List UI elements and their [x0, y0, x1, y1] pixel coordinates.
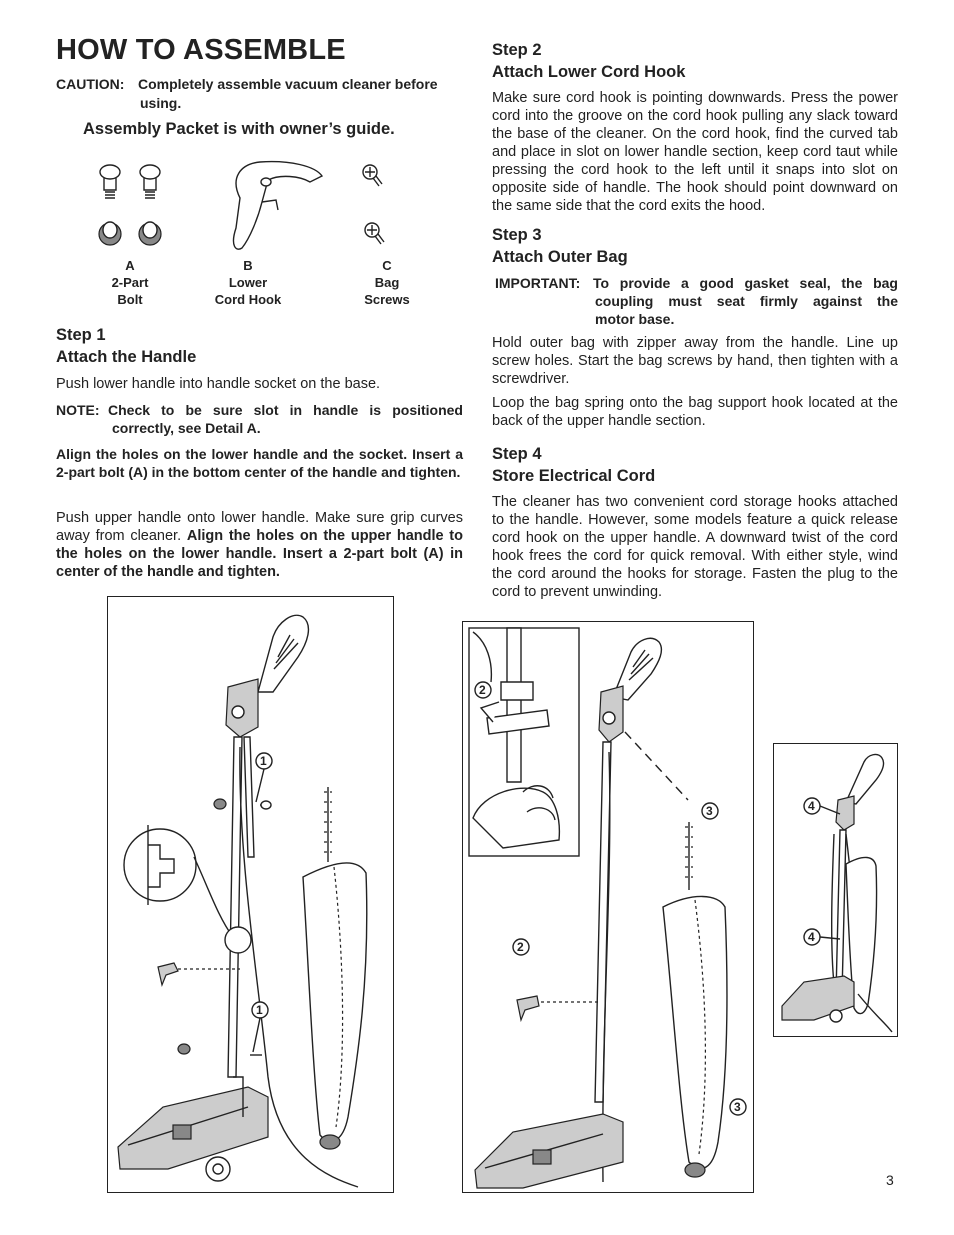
step3-text-1: Hold outer bag with zipper away from the handle. Line up screw holes. Start the bag screws by hand, then tighten with a screwdriver.: [492, 335, 898, 387]
caution-label: CAUTION:: [56, 76, 125, 92]
cord-hook-bag-drawing: [463, 622, 752, 1191]
figure-step1-assembly: [107, 596, 394, 1193]
callout-3-lower: 3: [734, 1100, 741, 1114]
step4-text: The cleaner has two convenient cord storage hooks attached to the handle. However, some models feature a quick release cord hook on the upper handle. A downward twist of the cord hook frees the cord for quick removal. With either style, wind the cord around the hooks for storage. Fasten the plug to the cord to prevent unwinding.: [492, 494, 898, 600]
cord-storage-drawing: [774, 744, 896, 1035]
cord-hook-icon: [234, 162, 322, 250]
bolt-icon: [99, 165, 161, 245]
step1-text-1: Push lower handle into handle socket on the base.: [56, 376, 381, 392]
callout-3-upper: 3: [706, 804, 713, 818]
screw-icon: [363, 165, 384, 244]
step3-text-2: Loop the bag spring onto the bag support hook located at the back of the upper handle section.: [492, 395, 898, 429]
step1-heading: Step 1 Attach the Handle: [56, 326, 197, 366]
caution-notice: [56, 75, 466, 113]
caution-line2: using.: [140, 95, 182, 111]
part-label-c: C Bag Screws: [364, 258, 410, 307]
step4-heading: Step 4 Store Electrical Cord: [492, 445, 656, 485]
callout-1-lower: 1: [256, 1003, 263, 1017]
step1-note: NOTE: Check to be sure slot in handle is positioned correctly, see Detail A.: [56, 402, 463, 436]
callout-2-main: 2: [517, 940, 524, 954]
part-label-b: B Lower Cord Hook: [214, 258, 282, 307]
caution-line1: Completely assemble vacuum cleaner before: [138, 76, 438, 92]
callout-4-lower: 4: [808, 930, 815, 944]
step2-text: Make sure cord hook is pointing downwards. Press the power cord into the groove on the cord hook pulling any slack toward the base of the cleaner. On the cord hook, find the curved tab and place in slot on lower handle section, keep cord taut while pressing the cord hook to the left until it snaps into slot on opposite side of handle. The hook should point downward on the same side that the cord exits the hood.: [492, 90, 898, 214]
part-label-a: A 2-Part Bolt: [111, 258, 149, 307]
parts-illustration: [90, 158, 410, 254]
callout-1-upper: 1: [260, 754, 267, 768]
callout-4-upper: 4: [808, 799, 815, 813]
figure-step4: [773, 743, 898, 1037]
step1-text-3: Push upper handle onto lower handle. Make sure grip curves away from cleaner. Align the holes on the upper handle to the holes on the lower handle. Insert a 2-part bolt (A) in center of the handle and tighten.: [56, 510, 463, 580]
vacuum-assembly-drawing: [108, 597, 392, 1191]
assembly-packet-note: Assembly Packet is with owner’s guide.: [83, 120, 395, 138]
page-title: HOW TO ASSEMBLE: [56, 34, 346, 66]
step3-heading: Step 3 Attach Outer Bag: [492, 226, 628, 266]
step3-important: IMPORTANT: To provide a good gasket seal, the bag coupling must seat firmly against the motor base.: [495, 275, 898, 327]
step1-text-2: Align the holes on the lower handle and the socket. Insert a 2-part bolt (A) in the bottom center of the handle and tighten.: [56, 446, 463, 480]
callout-2-inset: 2: [479, 683, 486, 697]
figure-step2-3: [462, 621, 754, 1193]
page-number: 3: [886, 1172, 894, 1188]
step2-heading: Step 2 Attach Lower Cord Hook: [492, 41, 686, 81]
